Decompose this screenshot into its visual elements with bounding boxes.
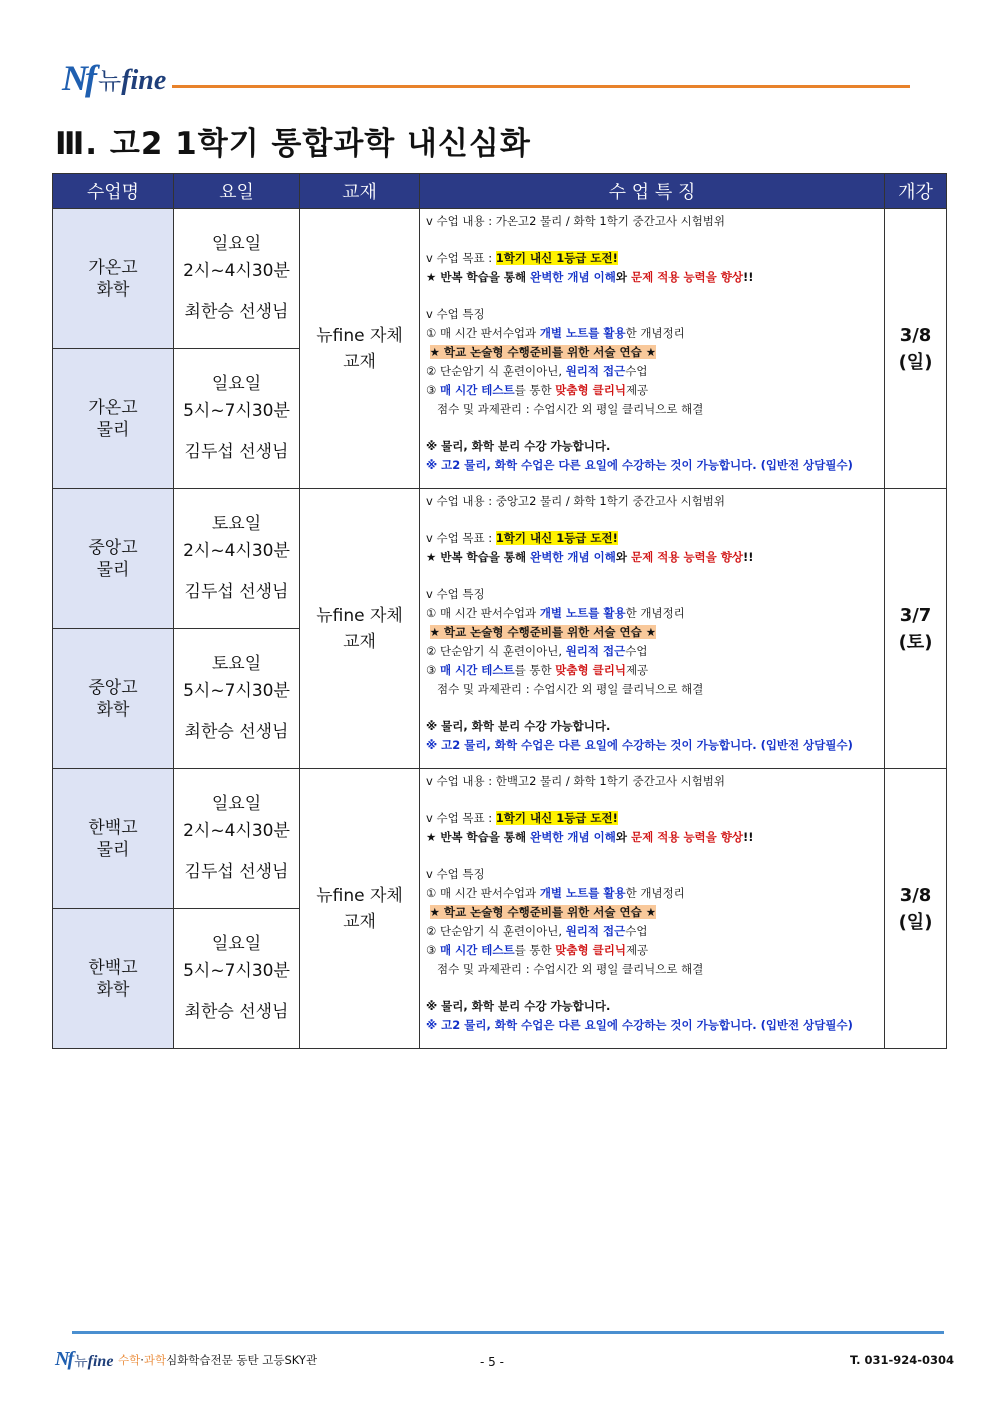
table-row <box>53 769 947 909</box>
note-1: ※ 물리, 화학 분리 수강 가능합니다. <box>426 999 611 1013</box>
footer-tagline: 수학·과학심화학습전문 동탄 고등SKY관 <box>118 1353 318 1367</box>
star-line: ★ 반복 학습을 통해 완벽한 개념 이해와 문제 적용 능력을 향상!! <box>426 550 754 564</box>
day-cell <box>174 769 300 909</box>
logo-nf-mark: Nf <box>62 58 94 98</box>
header-book: 교재 <box>300 174 420 209</box>
footer-logo-nf: Nf <box>55 1348 73 1370</box>
content-line: ⅴ 수업 내용 : 한백고2 물리 / 화학 1학기 중간고사 시험범위 <box>426 774 726 788</box>
footer-logo <box>55 1348 113 1371</box>
feature-orange: ★ 학교 논술형 수행준비를 위한 서술 연습 ★ <box>429 625 657 639</box>
header-rule <box>172 85 910 88</box>
teacher-label: 최한승 선생님 <box>184 302 289 322</box>
feature-3: ③ 매 시간 테스트를 통한 맞춤형 클리닉제공 <box>426 943 649 957</box>
table-header-row <box>53 174 947 209</box>
table-row <box>53 489 947 629</box>
feature-orange: ★ 학교 논술형 수행준비를 위한 서술 연습 ★ <box>429 905 657 919</box>
day-cell <box>174 209 300 349</box>
schedule-table <box>52 173 947 1049</box>
teacher-label: 김두섭 선생님 <box>184 582 289 602</box>
time-label: 5시~7시30분 <box>183 401 290 421</box>
feature-1: ① 매 시간 판서수업과 개별 노트를 활용한 개념정리 <box>426 606 685 620</box>
feature-4: 점수 및 과제관리 : 수업시간 외 평일 클리닉으로 해결 <box>436 402 704 416</box>
content-line: ⅴ 수업 내용 : 가온고2 물리 / 화학 1학기 중간고사 시험범위 <box>426 214 726 228</box>
book-cell: 뉴fine 자체 교재 <box>300 769 420 1049</box>
teacher-label: 김두섭 선생님 <box>184 862 289 882</box>
open-date-cell: 3/7 (토) <box>885 489 947 769</box>
day-cell <box>174 349 300 489</box>
feature-2: ② 단순암기 식 훈련이아닌, 원리적 접근수업 <box>426 644 648 658</box>
page-title: Ⅲ. 고2 1학기 통합과학 내신심화 <box>55 126 531 162</box>
feature-2: ② 단순암기 식 훈련이아닌, 원리적 접근수업 <box>426 924 648 938</box>
star-line: ★ 반복 학습을 통해 완벽한 개념 이해와 문제 적용 능력을 향상!! <box>426 830 754 844</box>
features-cell <box>420 489 885 769</box>
goal-line: ⅴ 수업 목표 : 1학기 내신 1등급 도전! <box>426 531 618 545</box>
book-cell: 뉴fine 자체 교재 <box>300 209 420 489</box>
day-label: 토요일 <box>211 654 262 674</box>
feature-title: ⅴ 수업 특징 <box>426 587 485 601</box>
header-open: 개강 <box>885 174 947 209</box>
feature-1: ① 매 시간 판서수업과 개별 노트를 활용한 개념정리 <box>426 326 685 340</box>
day-cell <box>174 629 300 769</box>
goal-line: ⅴ 수업 목표 : 1학기 내신 1등급 도전! <box>426 251 618 265</box>
star-line: ★ 반복 학습을 통해 완벽한 개념 이해와 문제 적용 능력을 향상!! <box>426 270 754 284</box>
feature-3: ③ 매 시간 테스트를 통한 맞춤형 클리닉제공 <box>426 663 649 677</box>
page-number: - 5 - <box>480 1355 504 1369</box>
open-date-cell: 3/8 (일) <box>885 769 947 1049</box>
note-1: ※ 물리, 화학 분리 수강 가능합니다. <box>426 439 611 453</box>
academy-logo <box>62 60 166 96</box>
open-date-cell: 3/8 (일) <box>885 209 947 489</box>
class-name-cell: 중앙고 화학 <box>53 629 174 769</box>
time-label: 2시~4시30분 <box>183 261 290 281</box>
content-line: ⅴ 수업 내용 : 중앙고2 물리 / 화학 1학기 중간고사 시험범위 <box>426 494 726 508</box>
logo-nyu: 뉴 <box>98 67 122 95</box>
day-cell <box>174 909 300 1049</box>
class-name-cell: 한백고 화학 <box>53 909 174 1049</box>
logo-fine: fine <box>121 65 167 96</box>
table-row <box>53 209 947 349</box>
feature-3: ③ 매 시간 테스트를 통한 맞춤형 클리닉제공 <box>426 383 649 397</box>
class-name-cell: 가온고 물리 <box>53 349 174 489</box>
feature-title: ⅴ 수업 특징 <box>426 307 485 321</box>
time-label: 2시~4시30분 <box>183 541 290 561</box>
feature-4: 점수 및 과제관리 : 수업시간 외 평일 클리닉으로 해결 <box>436 682 704 696</box>
day-label: 일요일 <box>211 794 262 814</box>
note-1: ※ 물리, 화학 분리 수강 가능합니다. <box>426 719 611 733</box>
time-label: 5시~7시30분 <box>183 681 290 701</box>
goal-line: ⅴ 수업 목표 : 1학기 내신 1등급 도전! <box>426 811 618 825</box>
phone-number: T. 031-924-0304 <box>850 1353 955 1367</box>
teacher-label: 최한승 선생님 <box>184 1002 289 1022</box>
note-2: ※ 고2 물리, 화학 수업은 다른 요일에 수강하는 것이 가능합니다. (입반전 상담필수) <box>426 458 853 472</box>
footer-rule <box>72 1331 944 1334</box>
note-2: ※ 고2 물리, 화학 수업은 다른 요일에 수강하는 것이 가능합니다. (입반전 상담필수) <box>426 738 853 752</box>
class-name-cell: 중앙고 물리 <box>53 489 174 629</box>
feature-1: ① 매 시간 판서수업과 개별 노트를 활용한 개념정리 <box>426 886 685 900</box>
teacher-label: 김두섭 선생님 <box>184 442 289 462</box>
day-label: 일요일 <box>211 234 262 254</box>
features-cell <box>420 209 885 489</box>
class-name-cell: 한백고 물리 <box>53 769 174 909</box>
time-label: 2시~4시30분 <box>183 821 290 841</box>
features-cell <box>420 769 885 1049</box>
day-label: 일요일 <box>211 934 262 954</box>
footer-logo-fine: fine <box>87 1353 114 1370</box>
header-day: 요일 <box>174 174 300 209</box>
feature-2: ② 단순암기 식 훈련이아닌, 원리적 접근수업 <box>426 364 648 378</box>
teacher-label: 최한승 선생님 <box>184 722 289 742</box>
footer-logo-nyu: 뉴 <box>74 1354 88 1370</box>
feature-orange: ★ 학교 논술형 수행준비를 위한 서술 연습 ★ <box>429 345 657 359</box>
header-features: 수 업 특 징 <box>420 174 885 209</box>
book-cell: 뉴fine 자체 교재 <box>300 489 420 769</box>
feature-4: 점수 및 과제관리 : 수업시간 외 평일 클리닉으로 해결 <box>436 962 704 976</box>
feature-title: ⅴ 수업 특징 <box>426 867 485 881</box>
day-label: 일요일 <box>211 374 262 394</box>
note-2: ※ 고2 물리, 화학 수업은 다른 요일에 수강하는 것이 가능합니다. (입반전 상담필수) <box>426 1018 853 1032</box>
day-label: 토요일 <box>211 514 262 534</box>
class-name-cell: 가온고 화학 <box>53 209 174 349</box>
time-label: 5시~7시30분 <box>183 961 290 981</box>
header-class-name: 수업명 <box>53 174 174 209</box>
day-cell <box>174 489 300 629</box>
